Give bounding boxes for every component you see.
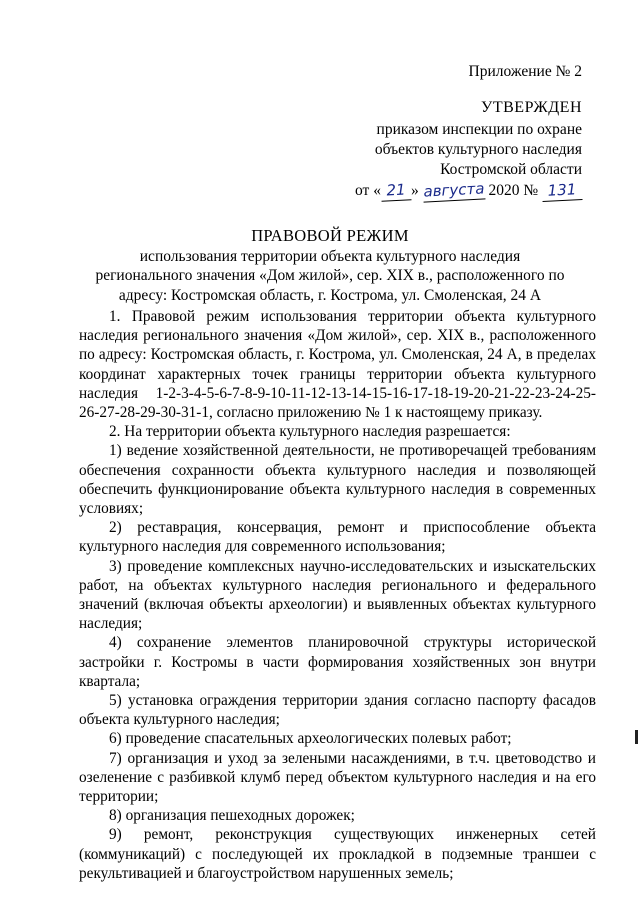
approval-date-line xyxy=(355,180,582,201)
date-prefix: от « xyxy=(355,182,381,199)
title-subline-2: регионального значения «Дом жилой», сер. XIX в., расположенного по xyxy=(95,267,565,284)
approval-block xyxy=(355,62,582,201)
paragraph: 7) организация и уход за зелеными насаждениями, в т.ч. цветоводство и озеленение с разбивкой клумб перед объектом культурного наследия и на его территории; xyxy=(79,749,596,806)
title-subline-3: адресу: Костромская область, г. Кострома, ул. Смоленская, 24 А xyxy=(118,286,542,304)
paragraph: 4) сохранение элементов планировочной структуры исторической застройки г. Костромы в части формирования хозяйственных зон внутри квартала; xyxy=(79,634,596,690)
date-mid: » xyxy=(410,182,419,199)
year-text: 2020 № xyxy=(488,182,539,199)
scan-edge-mark xyxy=(635,730,638,744)
approval-line-3: Костромской области xyxy=(440,161,582,178)
approval-line-2: объектов культурного наследия xyxy=(374,141,582,158)
title-subline-1: использования территории объекта культурного наследия xyxy=(139,247,521,265)
document-title-block xyxy=(80,226,580,305)
document-body xyxy=(79,307,596,883)
paragraph: 3) проведение комплексных научно-исследовательских и изыскательских работ, на объектах культурного наследия регионального и федерального значений (включая объекты археологии) и выявленных объектах культурного наследия; xyxy=(79,557,596,633)
paragraph: 2) реставрация, консервация, ремонт и приспособление объекта культурного наследия для современного использования; xyxy=(79,519,596,556)
paragraph: 5) установка ограждения территории здания согласно паспорту фасадов объекта культурного наследия; xyxy=(79,692,596,729)
approved-heading: УТВЕРЖДЕН xyxy=(481,99,582,116)
paragraph: 1. Правовой режим использования территории объекта культурного наследия регионального значения «Дом жилой», сер. XIX в., расположенного по адресу: Костромская область, г. Кострома, ул. Смоленская, 24 А, в пределах координат характерных точек границы территории объекта культурного наследия 1-2-3-4-5-6-7-8-9-10-11-12-13-14-15-16-17-18-19-20-21-22-23-24-25-26-27-28-29-30-31-1, согласно приложению № 1 к настоящему приказу. xyxy=(79,308,596,422)
handwritten-day: 21 xyxy=(380,179,411,202)
handwritten-order-number: 131 xyxy=(541,179,582,202)
appendix-label: Приложение № 2 xyxy=(468,63,582,80)
paragraph: 2. На территории объекта культурного наследия разрешается: xyxy=(109,423,511,441)
paragraph: 9) ремонт, реконструкция существующих инженерных сетей (коммуникаций) с последующей их прокладкой в подземные траншеи с рекультивацией и благоустройством нарушенных земель; xyxy=(79,826,596,882)
document-title: ПРАВОВОЙ РЕЖИМ xyxy=(251,226,409,245)
handwritten-month: августа xyxy=(422,178,485,202)
approval-line-1: приказом инспекции по охране xyxy=(376,121,582,138)
paragraph: 6) проведение спасательных археологических полевых работ; xyxy=(109,730,512,748)
paragraph: 1) ведение хозяйственной деятельности, не противоречащей требованиям обеспечения сохранности объекта культурного наследия и позволяющей обеспечить функционирование объекта культурного наследия в современных условиях; xyxy=(79,442,596,518)
paragraph: 8) организация пешеходных дорожек; xyxy=(109,807,355,825)
